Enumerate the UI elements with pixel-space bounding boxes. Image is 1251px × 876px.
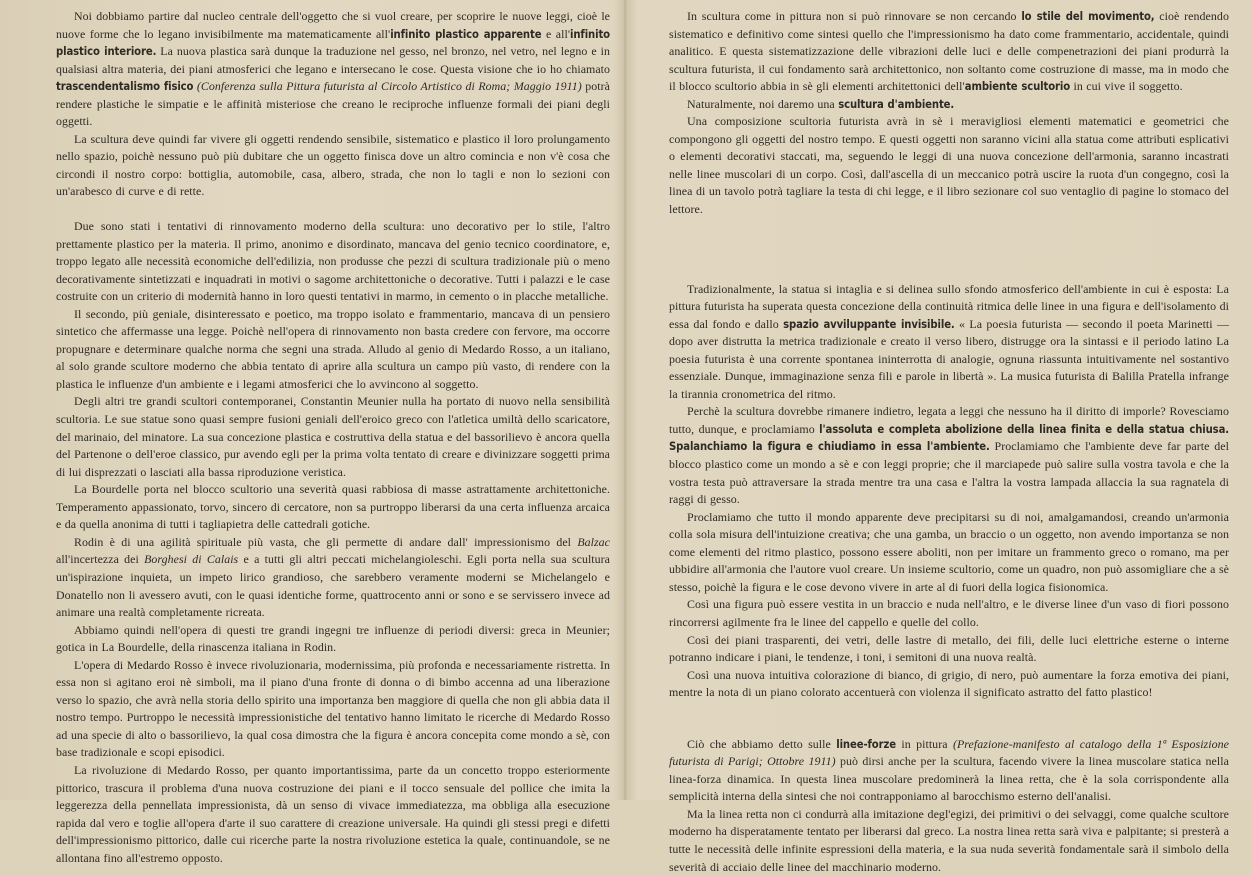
text-run: Il secondo, più geniale, disinteressato e poetico, ma troppo isolato e frammentario, mancava di un pensiero sintetico che affermasse una legge. Poichè nell'opera di rinnovamento non basta credere con fervore, ma occorre propugnare e determinare qualche norma che segni una strada. Alludo al genio di Medardo Rosso, a un italiano, al solo grande scultore moderno che abbia tentato di aprire alla scultura un campo più vasto, di rendere con la plastica le influenze d'un ambiente e i legami atmosferici che lo avvincono al soggetto. bbox=[56, 306, 610, 391]
paragraph bbox=[669, 736, 1229, 806]
text-run: in cui vive il soggetto. bbox=[1070, 79, 1183, 94]
emphasis-text: infinito plastico apparente bbox=[390, 27, 542, 41]
text-run: Proclamiamo che l'ambiente deve far parte del blocco plastico come un mondo a sè e con leggi proprie; che il marciapede può salire sulla vostra tavola e che la vostra testa può attraversare la strada mentre tra una casa e l'altra la vostra lampada allaccia la sua ragnatela di raggi di gesso. bbox=[669, 439, 1230, 507]
emphasis-text: linee-forze bbox=[836, 737, 896, 751]
text-run: in pittura bbox=[895, 736, 953, 751]
text-run: Perchè la scultura dovrebbe rimanere indietro, legata a leggi che nessuno ha il diritto di imporle? Rovesciamo tutto, dunque, e proclamiamo bbox=[669, 404, 1229, 436]
paragraph bbox=[669, 96, 1229, 114]
text-run: e all' bbox=[541, 26, 571, 41]
paragraph bbox=[669, 596, 1229, 631]
text-run: e a tutti gli altri peccati michelangioleschi. Egli porta nella sua scultura un'ispirazione inquieta, un impeto lirico grandioso, che sarebbero veramente moderni se Michelangelo e Donatello non li avessero avuti, con le quasi identiche forme, quattrocento anni or sono e se servissero invece ad animare una realtà completamente ricreata. bbox=[56, 552, 610, 620]
left-column bbox=[56, 8, 610, 867]
italic-citation: Borghesi di Calais bbox=[144, 552, 239, 567]
paragraph bbox=[669, 281, 1229, 404]
text-run: « La poesia futurista — secondo il poeta Marinetti — dopo aver distrutta la metrica tradizionale e creato il verso libero, distrugge ora la sintassi e il periodo latino La poesia futurista è una corrente spontanea ininterrotta di analogie, ognuna riassunta intuitivamente nel sostantivo essenziale. Dunque, immaginazione senza fili e parole in libertà ». La musica futurista di Balilla Pratella infrange la tirannia cronometrica del ritmo. bbox=[669, 316, 1230, 401]
text-run: all'incertezza dei bbox=[56, 552, 145, 567]
text-run: Noi dobbiamo partire dal nucleo centrale dell'oggetto che si vuol creare, per scoprire le nuove leggi, cioè le nuove forme che lo legano invisibilmente ma matematicamente all' bbox=[56, 9, 610, 41]
paragraph bbox=[56, 622, 610, 657]
paragraph bbox=[669, 403, 1229, 508]
paragraph bbox=[56, 762, 610, 867]
text-run: Proclamiamo che tutto il mondo apparente deve precipitarsi su di noi, amalgamandosi, creando un'armonia colla sola misura dell'intuizione creativa; che una gamba, un braccio o un oggetto, non avendo importanza se non come elementi del ritmo plastico, possono essere aboliti, non per imitare un frammento greco o romano, ma per ubbidire all'armonia che l'autore vuol creare. Un insieme scultorio, come un quadro, non può assomigliare che a sè stesso, poichè la figura e le cose devono vivere in arte al di fuori della logica fisionomica. bbox=[669, 509, 1229, 594]
text-run: In scultura come in pittura non si può rinnovare se non cercando bbox=[687, 9, 1022, 23]
paragraph bbox=[669, 667, 1229, 702]
paragraph bbox=[669, 8, 1229, 96]
paragraph bbox=[669, 806, 1229, 876]
text-run: Abbiamo quindi nell'opera di questi tre grandi ingegni tre influenze di periodi diversi: greca in Meunier; gotica in La Bourdelle, della rinascenza italiana in Rodin. bbox=[56, 622, 610, 655]
right-page bbox=[627, 0, 1251, 874]
text-run: potrà rendere plastiche le simpatie e le affinità misteriose che creano le reciproche influenze formali dei piani degli oggetti. bbox=[56, 79, 610, 129]
text-run: Così una figura può essere vestita in un braccio e nuda nell'altro, e le diverse linee d'un vaso di fiori possono rincorrersi agilmente fra le linee del cappello e quelle del collo. bbox=[669, 597, 1229, 629]
emphasis-text: scultura d'ambiente. bbox=[838, 97, 955, 111]
emphasis-text: trascendentalismo fisico bbox=[56, 80, 194, 94]
paragraph bbox=[56, 218, 610, 306]
text-run: Una composizione scultoria futurista avrà in sè i meravigliosi elementi matematici e geometrici che compongono gli oggetti del nostro tempo. E questi oggetti non saranno vicini alla statua come attributi esplicativi o elementi decorativi staccati, ma, seguendo le leggi di una nuova concezione dell'armonia, saranno incastrati nelle linee muscolari di un corpo. Così, dall'ascella di un meccanico potrà uscire la ruota d'un congegno, così la linea di un tavolo potrà tagliare la testa di chi legge, e il libro sezionare col suo ventaglio di pagine lo stomaco del lettore. bbox=[669, 114, 1229, 217]
paragraph bbox=[669, 509, 1229, 597]
paragraph bbox=[56, 393, 610, 481]
emphasis-text: l'assoluta e completa abolizione della linea finita e della statua chiusa. Spalanchiamo la figura e chiudiamo in essa l'ambiente. bbox=[669, 422, 1229, 454]
paragraph bbox=[56, 306, 610, 394]
text-run: La nuova plastica sarà dunque la traduzione nel gesso, nel bronzo, nel vetro, nel legno e in qualsiasi altra materia, dei piani atmosferici che legano e intersecano le cose. Questa visione che io ho chiamato bbox=[56, 44, 610, 76]
paragraph bbox=[56, 131, 610, 201]
text-run: Due sono stati i tentativi di rinnovamento moderno della scultura: uno decorativo per lo stile, l'altro prettamente plastico per la materia. Il primo, anonimo e disordinato, mancava del genio tecnico coordinatore, e, troppo legato alle necessità economiche dell'edilizia, non produsse che pezzi di scultura tradizionale più o meno decorativamente sintetizzati e inquadrati in motivi o sagome architettoniche o decorative. Tutti i palazzi e le case costruite con un criterio di modernità hanno in loro questi tentativi in marmo, in cemento o in placche metalliche. bbox=[56, 219, 610, 304]
paragraph bbox=[669, 113, 1229, 218]
text-run: Naturalmente, noi daremo una bbox=[687, 96, 839, 111]
emphasis-text: ambiente scultorio bbox=[964, 80, 1071, 94]
text-run: Così dei piani trasparenti, dei vetri, delle lastre di metallo, dei fili, delle luci elettriche esterne o interne potranno indicare i piani, le tendenze, i toni, i semitoni di una nuova realtà. bbox=[669, 632, 1229, 665]
italic-citation: (Prefazione-manifesto al catalogo della 1ª Esposizione futurista di Parigi; Ottobre 1911) bbox=[669, 736, 1230, 769]
text-run: Degli altri tre grandi scultori contemporanei, Constantin Meunier nulla ha portato di nuovo nella sensibilità scultoria. Le sue statue sono quasi sempre fusioni geniali dell'eroico greco con l'atletica umiltà dello scaricatore, del marinaio, del minatore. La sua concezione plastica e costruttiva della statua e del bassorilievo è ancora quella del Partenone o dell'eroe classico, pur avendo egli per la prima volta tentato di creare e divinizzare soggetti prima di lui disprezzati o lasciati alla bassa riproduzione veristica. bbox=[56, 394, 610, 479]
paragraph bbox=[669, 632, 1229, 667]
text-run: L'opera di Medardo Rosso è invece rivoluzionaria, modernissima, più profonda e necessariamente ristretta. In essa non si agitano eroi nè simboli, ma il piano d'una fronte di donna o di bimbo accenna ad una liberazione verso lo spazio, che avrà nella storia dello spirito una importanza ben maggiore di quella che non gli abbia data il nostro tempo. Purtroppo le necessità impressionistiche del tentativo hanno limitato le ricerche di Medardo Rosso ad una specie di alto o bassorilievo, la qual cosa dimostra che la figura è ancora concepita come mondo a sè, con base tradizionale e scopi episodici. bbox=[56, 657, 610, 760]
text-run: Rodin è di una agilità spirituale più vasta, che gli permette di andare dall' impressionismo del bbox=[74, 534, 578, 549]
emphasis-text: spazio avviluppante invisibile. bbox=[783, 317, 955, 331]
text-run: può dirsi anche per la scultura, facendo vivere la linea muscolare statica nella linea-forza dinamica. In questa linea muscolare predominerà la linea retta, che è la sola corrispondente alla semplicità interna della sintesi che noi contrapponiamo al barocchismo esterno dell'analisi. bbox=[669, 754, 1229, 804]
text-run: La scultura deve quindi far vivere gli oggetti rendendo sensibile, sistematico e plastico il loro prolungamento nello spazio, poichè nessuno può più dubitare che un oggetto finisca dove un altro comincia e non v'è cosa che circondi il nostro corpo: bottiglia, automobile, casa, albero, strada, che non lo tagli e non lo sezioni con un'arabesco di curve e di rette. bbox=[56, 131, 610, 199]
italic-citation: Balzac bbox=[577, 534, 610, 549]
text-run: La Bourdelle porta nel blocco scultorio una severità quasi rabbiosa di masse astrattamente architettoniche. Temperamento appassionato, torvo, sincero di cercatore, non sa purtroppo liberarsi da una certa influenza arcaica e da quella anonima di tutti i tagliapietra delle cattedrali gotiche. bbox=[56, 482, 610, 532]
emphasis-text: lo stile del movimento, bbox=[1021, 10, 1155, 23]
paragraph bbox=[56, 8, 610, 131]
right-column bbox=[669, 8, 1229, 876]
paragraph bbox=[56, 534, 610, 622]
emphasis-text: infinito plastico interiore. bbox=[56, 27, 610, 59]
text-run: Tradizionalmente, la statua si intaglia e si delinea sullo sfondo atmosferico dell'ambiente in cui è esposta: La pittura futurista ha superata questa concezione della continuità ritmica delle linee in una figura e dell'isolamento di essa dal fondo e dallo bbox=[669, 281, 1229, 331]
text-run: La rivoluzione di Medardo Rosso, per quanto importantissima, parte da un concetto troppo esteriormente pittorico, trascura il problema d'una nuova costruzione dei piani e il tocco sensuale del pollice che imita la leggerezza della pennellata impressionista, dà un senso di vivace immediatezza, ma obbliga alla esecuzione rapida dal vero e toglie all'opera d'arte il suo carattere di creazione universale. Ha quindi gli stessi pregi e difetti dell'impressionismo pittorico, dalle cui ricerche parte la nostra rivoluzione estetica la quale, continuandole, se ne allontana fino all'estremo opposto. bbox=[56, 762, 610, 865]
paragraph bbox=[56, 481, 610, 534]
paragraph bbox=[56, 657, 610, 762]
italic-citation: (Conferenza sulla Pittura futurista al Circolo Artistico di Roma; Maggio 1911) bbox=[196, 79, 582, 94]
text-run: Ma la linea retta non ci condurrà alla imitazione degl'egizi, dei primitivi o dei selvaggi, come qualche scultore moderno ha disperatamente tentato per liberarsi dal greco. La nostra linea retta sarà viva e palpitante; si presterà a tutte le necessità delle infinite espressioni della materia, e la sua nuda severità fondamentale sarà il simbolo della severità di acciaio delle linee del macchinario moderno. bbox=[669, 806, 1229, 874]
paragraph-spacer bbox=[669, 702, 1229, 736]
text-run: cioè rendendo sistematico e definitivo come sintesi quello che l'impressionismo ha dato come frammentario, accidentale, quindi analitico. E questa sistematizzazione delle vibrazioni delle luci e delle compenetrazioni dei piani produrrà la scultura futurista, il cui fondamento sarà architettonico, non soltanto come costruzione di masse, ma in modo che il blocco scultorio abbia in sè gli elementi architettonici dell' bbox=[669, 9, 1229, 94]
text-run: Ciò che abbiamo detto sulle bbox=[687, 736, 837, 751]
paragraph-spacer bbox=[669, 219, 1229, 281]
left-page bbox=[0, 0, 624, 865]
paragraph-spacer bbox=[56, 201, 610, 218]
text-run: Così una nuova intuitiva colorazione di bianco, di grigio, di nero, può aumentare la forza emotiva dei piani, mentre la nota di un piano colorato accentuerà con violenza il significato astratto del fatto plastico! bbox=[669, 667, 1229, 700]
